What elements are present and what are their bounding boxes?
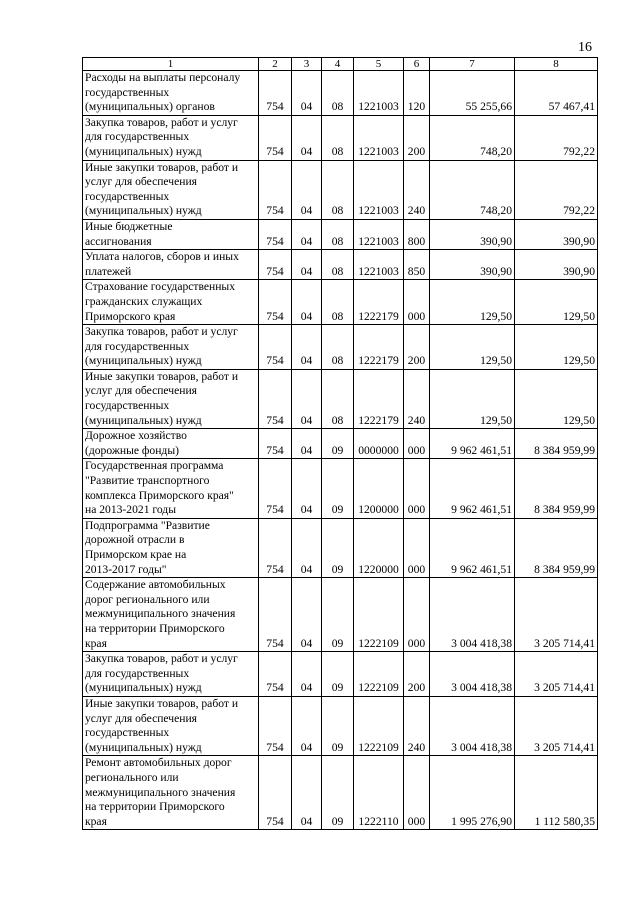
- description-line: (муниципальных) нужд: [85, 413, 202, 427]
- amount-year-2: 8 384 959,99: [515, 459, 598, 518]
- description-line: Страхование государственных: [85, 280, 236, 294]
- expense-description: [83, 250, 259, 280]
- column-header: 6: [404, 58, 430, 71]
- target-article-code: 1221003: [354, 250, 404, 280]
- description-line: Расходы на выплаты персоналу: [85, 71, 241, 84]
- target-article-code: 1221003: [354, 160, 404, 219]
- amount-year-2: 3 205 714,41: [515, 696, 598, 755]
- section-code: 04: [292, 756, 322, 830]
- ministry-code: 754: [259, 115, 292, 160]
- expense-description: [83, 696, 259, 755]
- column-header: 7: [430, 58, 515, 71]
- description-line: Содержание автомобильных: [85, 578, 226, 592]
- ministry-code: 754: [259, 325, 292, 370]
- expense-type-code: 240: [404, 369, 430, 428]
- amount-year-1: 9 962 461,51: [430, 518, 515, 577]
- amount-year-1: 129,50: [430, 369, 515, 428]
- amount-year-1: 748,20: [430, 115, 515, 160]
- amount-year-1: 3 004 418,38: [430, 696, 515, 755]
- subsection-code: 09: [322, 518, 354, 577]
- amount-year-2: 57 467,41: [515, 71, 598, 116]
- description-line: Иные бюджетные: [85, 219, 173, 233]
- amount-year-2: 1 112 580,35: [515, 756, 598, 830]
- description-line: государственных: [85, 726, 170, 740]
- amount-year-1: 9 962 461,51: [430, 459, 515, 518]
- section-code: 04: [292, 115, 322, 160]
- amount-year-1: 3 004 418,38: [430, 578, 515, 652]
- expense-type-code: 240: [404, 696, 430, 755]
- expense-description: [83, 71, 259, 116]
- column-header: 1: [83, 58, 259, 71]
- table-row: [83, 115, 598, 160]
- description-line: услуг для обеспечения: [85, 711, 197, 725]
- target-article-code: 1222110: [354, 756, 404, 830]
- section-code: 04: [292, 280, 322, 325]
- description-line: государственных: [85, 399, 170, 413]
- amount-year-2: 8 384 959,99: [515, 429, 598, 459]
- section-code: 04: [292, 160, 322, 219]
- amount-year-1: 748,20: [430, 160, 515, 219]
- table-row: [83, 280, 598, 325]
- description-line: края: [85, 636, 107, 650]
- table-row: [83, 369, 598, 428]
- amount-year-1: 9 962 461,51: [430, 429, 515, 459]
- table-row: [83, 459, 598, 518]
- target-article-code: 1222109: [354, 696, 404, 755]
- section-code: 04: [292, 71, 322, 116]
- subsection-code: 08: [322, 325, 354, 370]
- ministry-code: 754: [259, 696, 292, 755]
- table-row: [83, 250, 598, 280]
- expense-description: [83, 518, 259, 577]
- subsection-code: 09: [322, 429, 354, 459]
- description-line: на территории Приморского: [85, 800, 225, 814]
- description-line: государственных: [85, 189, 170, 203]
- description-line: для государственных: [85, 339, 190, 353]
- target-article-code: 1221003: [354, 115, 404, 160]
- ministry-code: 754: [259, 578, 292, 652]
- expense-description: [83, 160, 259, 219]
- expense-type-code: 000: [404, 459, 430, 518]
- section-code: 04: [292, 696, 322, 755]
- expense-description: [83, 578, 259, 652]
- subsection-code: 09: [322, 652, 354, 697]
- expense-description: [83, 115, 259, 160]
- table-row: [83, 696, 598, 755]
- description-line: Закупка товаров, работ и услуг: [85, 652, 238, 666]
- description-line: (муниципальных) нужд: [85, 740, 202, 754]
- description-line: межмуниципального значения: [85, 607, 236, 621]
- expense-type-code: 200: [404, 652, 430, 697]
- description-line: (муниципальных) нужд: [85, 681, 202, 695]
- description-line: 2013-2017 годы": [85, 562, 167, 576]
- column-header: 3: [292, 58, 322, 71]
- expense-type-code: 000: [404, 578, 430, 652]
- amount-year-1: 55 255,66: [430, 71, 515, 116]
- description-line: Закупка товаров, работ и услуг: [85, 115, 238, 129]
- description-line: Иные закупки товаров, работ и: [85, 696, 239, 710]
- description-line: регионального или: [85, 770, 179, 784]
- ministry-code: 754: [259, 652, 292, 697]
- ministry-code: 754: [259, 369, 292, 428]
- amount-year-1: 3 004 418,38: [430, 652, 515, 697]
- section-code: 04: [292, 429, 322, 459]
- description-line: края: [85, 814, 107, 828]
- expense-description: [83, 219, 259, 249]
- target-article-code: 1222109: [354, 652, 404, 697]
- section-code: 04: [292, 369, 322, 428]
- expense-type-code: 120: [404, 71, 430, 116]
- ministry-code: 754: [259, 429, 292, 459]
- description-line: межмуниципального значения: [85, 785, 236, 799]
- description-line: ассигнования: [85, 234, 152, 248]
- expense-description: [83, 652, 259, 697]
- expense-description: [83, 325, 259, 370]
- table-row: [83, 756, 598, 830]
- subsection-code: 09: [322, 578, 354, 652]
- description-line: Дорожное хозяйство: [85, 429, 187, 443]
- expense-type-code: 000: [404, 429, 430, 459]
- description-line: для государственных: [85, 666, 190, 680]
- amount-year-1: 390,90: [430, 219, 515, 249]
- description-line: дорог регионального или: [85, 592, 210, 606]
- subsection-code: 09: [322, 756, 354, 830]
- description-line: "Развитие транспортного: [85, 474, 210, 488]
- amount-year-2: 129,50: [515, 280, 598, 325]
- table-row: [83, 71, 598, 116]
- table-header-row: [83, 58, 598, 71]
- description-line: платежей: [85, 264, 132, 278]
- ministry-code: 754: [259, 219, 292, 249]
- column-header: 4: [322, 58, 354, 71]
- subsection-code: 08: [322, 219, 354, 249]
- subsection-code: 08: [322, 71, 354, 116]
- target-article-code: 0000000: [354, 429, 404, 459]
- description-line: Иные закупки товаров, работ и: [85, 160, 239, 174]
- section-code: 04: [292, 518, 322, 577]
- amount-year-1: 129,50: [430, 280, 515, 325]
- description-line: дорожной отрасли в: [85, 533, 185, 547]
- table-row: [83, 219, 598, 249]
- target-article-code: 1222179: [354, 369, 404, 428]
- description-line: Ремонт автомобильных дорог: [85, 756, 232, 770]
- amount-year-1: 129,50: [430, 325, 515, 370]
- amount-year-2: 390,90: [515, 250, 598, 280]
- description-line: (муниципальных) органов: [85, 100, 215, 114]
- description-line: на территории Приморского: [85, 621, 225, 635]
- description-line: государственных: [85, 85, 170, 99]
- amount-year-2: 3 205 714,41: [515, 578, 598, 652]
- ministry-code: 754: [259, 71, 292, 116]
- expense-type-code: 000: [404, 280, 430, 325]
- ministry-code: 754: [259, 518, 292, 577]
- description-line: (муниципальных) нужд: [85, 144, 202, 158]
- amount-year-2: 792,22: [515, 115, 598, 160]
- subsection-code: 08: [322, 280, 354, 325]
- ministry-code: 754: [259, 756, 292, 830]
- amount-year-2: 792,22: [515, 160, 598, 219]
- expense-description: [83, 429, 259, 459]
- expense-description: [83, 280, 259, 325]
- amount-year-1: 1 995 276,90: [430, 756, 515, 830]
- expense-type-code: 850: [404, 250, 430, 280]
- expense-description: [83, 459, 259, 518]
- amount-year-2: 3 205 714,41: [515, 652, 598, 697]
- amount-year-2: 8 384 959,99: [515, 518, 598, 577]
- target-article-code: 1222179: [354, 280, 404, 325]
- table-row: [83, 578, 598, 652]
- expense-type-code: 240: [404, 160, 430, 219]
- description-line: комплекса Приморского края": [85, 488, 234, 502]
- description-line: гражданских служащих: [85, 294, 203, 308]
- description-line: для государственных: [85, 130, 190, 144]
- amount-year-1: 390,90: [430, 250, 515, 280]
- target-article-code: 1222109: [354, 578, 404, 652]
- budget-table: [82, 57, 598, 830]
- ministry-code: 754: [259, 160, 292, 219]
- section-code: 04: [292, 652, 322, 697]
- description-line: Уплата налогов, сборов и иных: [85, 250, 239, 264]
- description-line: услуг для обеспечения: [85, 175, 197, 189]
- description-line: Закупка товаров, работ и услуг: [85, 325, 238, 339]
- description-line: Приморском крае на: [85, 548, 187, 561]
- table-row: [83, 429, 598, 459]
- table-row: [83, 325, 598, 370]
- ministry-code: 754: [259, 280, 292, 325]
- table-row: [83, 160, 598, 219]
- page-number: 16: [578, 40, 592, 55]
- subsection-code: 09: [322, 459, 354, 518]
- section-code: 04: [292, 219, 322, 249]
- target-article-code: 1222179: [354, 325, 404, 370]
- column-header: 8: [515, 58, 598, 71]
- subsection-code: 08: [322, 160, 354, 219]
- amount-year-2: 129,50: [515, 369, 598, 428]
- expense-type-code: 200: [404, 115, 430, 160]
- section-code: 04: [292, 578, 322, 652]
- section-code: 04: [292, 459, 322, 518]
- description-line: (дорожные фонды): [85, 443, 179, 457]
- description-line: Приморского края: [85, 309, 176, 323]
- target-article-code: 1221003: [354, 219, 404, 249]
- description-line: на 2013-2021 годы: [85, 503, 177, 517]
- table-row: [83, 652, 598, 697]
- expense-type-code: 000: [404, 756, 430, 830]
- target-article-code: 1200000: [354, 459, 404, 518]
- section-code: 04: [292, 325, 322, 370]
- section-code: 04: [292, 250, 322, 280]
- column-header: 2: [259, 58, 292, 71]
- expense-description: [83, 756, 259, 830]
- subsection-code: 08: [322, 115, 354, 160]
- description-line: Государственная программа: [85, 459, 224, 473]
- description-line: (муниципальных) нужд: [85, 354, 202, 368]
- expense-type-code: 800: [404, 219, 430, 249]
- column-header: 5: [354, 58, 404, 71]
- description-line: услуг для обеспечения: [85, 384, 197, 398]
- description-line: Иные закупки товаров, работ и: [85, 369, 239, 383]
- subsection-code: 08: [322, 369, 354, 428]
- target-article-code: 1221003: [354, 71, 404, 116]
- expense-type-code: 200: [404, 325, 430, 370]
- target-article-code: 1220000: [354, 518, 404, 577]
- amount-year-2: 390,90: [515, 219, 598, 249]
- expense-type-code: 000: [404, 518, 430, 577]
- ministry-code: 754: [259, 250, 292, 280]
- amount-year-2: 129,50: [515, 325, 598, 370]
- subsection-code: 08: [322, 250, 354, 280]
- table-row: [83, 518, 598, 577]
- subsection-code: 09: [322, 696, 354, 755]
- ministry-code: 754: [259, 459, 292, 518]
- description-line: (муниципальных) нужд: [85, 204, 202, 218]
- expense-description: [83, 369, 259, 428]
- description-line: Подпрограмма "Развитие: [85, 518, 210, 532]
